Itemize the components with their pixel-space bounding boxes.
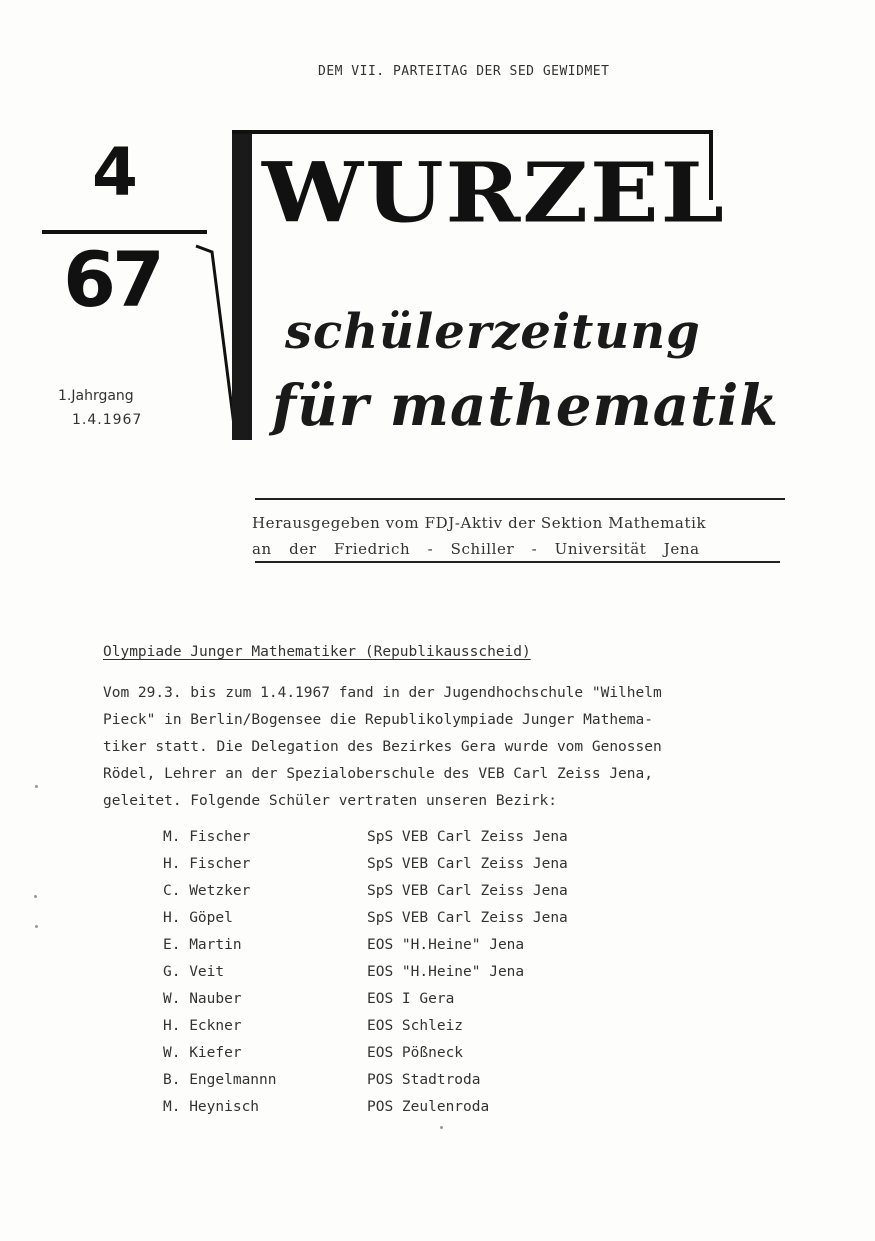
publisher-block	[252, 510, 706, 562]
section-heading: Olympiade Junger Mathematiker (Republikausscheid)	[103, 644, 531, 660]
student-row	[163, 1067, 568, 1094]
masthead-title: WURZEL	[262, 144, 726, 242]
article-line: Rödel, Lehrer an der Spezialoberschule des VEB Carl Zeiss Jena,	[103, 766, 653, 782]
volume-info	[58, 384, 142, 432]
student-school: SpS VEB Carl Zeiss Jena	[367, 856, 568, 872]
student-school: POS Zeulenroda	[367, 1099, 490, 1115]
issue-number: 4	[92, 134, 138, 211]
student-row	[163, 1040, 568, 1067]
student-school: EOS "H.Heine" Jena	[367, 964, 525, 980]
dedication: DEM VII. PARTEITAG DER SED GEWIDMET	[318, 64, 610, 79]
volume-date: 1.4.1967	[72, 412, 143, 428]
article-body	[103, 680, 803, 815]
student-school: SpS VEB Carl Zeiss Jena	[367, 829, 568, 845]
student-name: W. Nauber	[163, 991, 242, 1007]
student-school: EOS I Gera	[367, 991, 455, 1007]
student-name: W. Kiefer	[163, 1045, 242, 1061]
student-name: C. Wetzker	[163, 883, 251, 899]
student-list	[163, 824, 568, 1121]
student-row	[163, 851, 568, 878]
student-name: G. Veit	[163, 964, 225, 980]
student-row	[163, 986, 568, 1013]
student-name: H. Eckner	[163, 1018, 242, 1034]
student-school: EOS Schleiz	[367, 1018, 464, 1034]
masthead-subtitle-line2: für mathematik	[272, 373, 780, 439]
scan-speck	[35, 785, 38, 788]
issue-fraction-line	[42, 230, 207, 234]
student-school: POS Stadtroda	[367, 1072, 481, 1088]
student-name: H. Fischer	[163, 856, 251, 872]
student-row	[163, 824, 568, 851]
student-school: SpS VEB Carl Zeiss Jena	[367, 883, 568, 899]
article-line: tiker statt. Die Delegation des Bezirkes Gera wurde vom Genossen	[103, 739, 662, 755]
student-name: M. Heynisch	[163, 1099, 260, 1115]
student-name: M. Fischer	[163, 829, 251, 845]
student-row	[163, 905, 568, 932]
scan-speck	[34, 895, 37, 898]
student-school: EOS "H.Heine" Jena	[367, 937, 525, 953]
publisher-line2: an der Friedrich - Schiller - Universität Jena	[252, 540, 700, 558]
scan-speck	[35, 925, 38, 928]
student-row	[163, 932, 568, 959]
article-line: Vom 29.3. bis zum 1.4.1967 fand in der Jugendhochschule "Wilhelm	[103, 685, 662, 701]
student-row	[163, 1094, 568, 1121]
student-name: E. Martin	[163, 937, 242, 953]
student-school: SpS VEB Carl Zeiss Jena	[367, 910, 568, 926]
article-line: Pieck" in Berlin/Bogensee die Republikolympiade Junger Mathema-	[103, 712, 653, 728]
student-name: B. Engelmannn	[163, 1072, 277, 1088]
student-row	[163, 1013, 568, 1040]
volume-label: 1.Jahrgang	[58, 388, 134, 404]
student-row	[163, 959, 568, 986]
publisher-line1: Herausgegeben vom FDJ-Aktiv der Sektion Mathematik	[252, 514, 707, 532]
scan-speck	[440, 1126, 443, 1129]
masthead-bottom-rule	[255, 561, 780, 563]
issue-year: 67	[63, 235, 161, 324]
masthead-subtitle-line1: schülerzeitung	[285, 304, 701, 360]
article-line: geleitet. Folgende Schüler vertraten unseren Bezirk:	[103, 793, 557, 809]
student-school: EOS Pößneck	[367, 1045, 464, 1061]
masthead-top-rule	[255, 498, 785, 500]
student-row	[163, 878, 568, 905]
student-name: H. Göpel	[163, 910, 233, 926]
